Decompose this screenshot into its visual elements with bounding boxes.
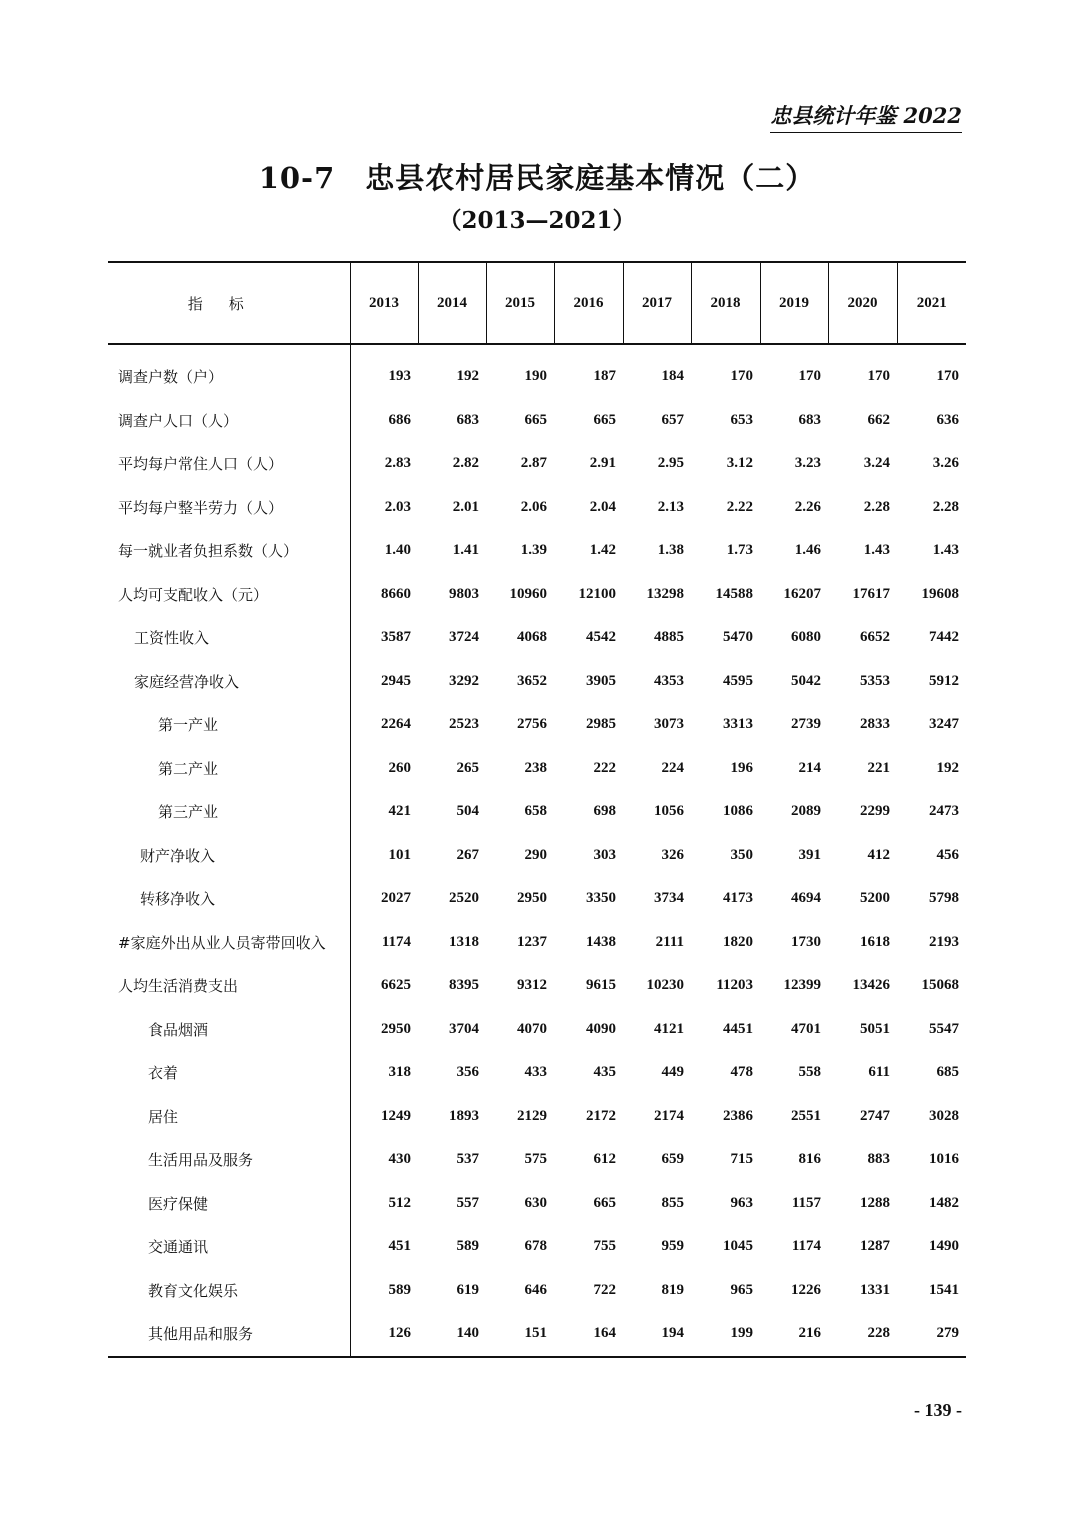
table-row	[108, 1051, 966, 1095]
cell-value: 2.82	[452, 455, 479, 472]
cell-value: 2747	[860, 1107, 890, 1124]
cell-value: 2.13	[657, 498, 684, 515]
cell-value: 715	[730, 1151, 753, 1168]
row-label: 人均生活消费支出	[108, 964, 350, 1008]
cell-value: 4694	[791, 890, 821, 907]
cell-value: 2.87	[520, 455, 547, 472]
cell-value: 456	[936, 846, 959, 863]
cell-value: 685	[936, 1064, 959, 1081]
cell-value: 1.40	[384, 542, 411, 559]
header-row	[108, 262, 966, 344]
cell-value: 1287	[860, 1238, 890, 1255]
cell-value: 4595	[723, 672, 753, 689]
cell-value: 1438	[586, 933, 616, 950]
cell-value: 1.43	[863, 542, 890, 559]
cell-value: 2833	[860, 716, 890, 733]
cell-value: 221	[867, 759, 890, 776]
cell-value: 963	[730, 1194, 753, 1211]
cell-value: 194	[623, 1312, 691, 1357]
cell-value: 190	[524, 368, 547, 385]
cell-value: 2.26	[794, 498, 821, 515]
cell-value: 3313	[723, 716, 753, 733]
cell-value: 184	[661, 368, 684, 385]
cell-value: 9312	[517, 977, 547, 994]
cell-value: 435	[593, 1064, 616, 1081]
cell-value: 356	[456, 1064, 479, 1081]
cell-value: 5353	[860, 672, 890, 689]
cell-value: 170	[867, 368, 890, 385]
statistics-table	[108, 261, 966, 1358]
cell-value: 2551	[791, 1107, 821, 1124]
cell-value: 5470	[723, 629, 753, 646]
cell-value: 430	[388, 1151, 411, 1168]
cell-value: 611	[868, 1064, 890, 1081]
cell-value: 238	[524, 759, 547, 776]
cell-value: 2520	[449, 890, 479, 907]
cell-value: 722	[593, 1281, 616, 1298]
row-label: 平均每户整半劳力（人）	[108, 486, 350, 530]
table-row	[108, 703, 966, 747]
cell-value: 4451	[723, 1020, 753, 1037]
cell-value: 3247	[929, 716, 959, 733]
row-label: 教育文化娱乐	[108, 1269, 350, 1313]
row-label: 食品烟酒	[108, 1008, 350, 1052]
cell-value: 1086	[723, 803, 753, 820]
cell-value: 6625	[381, 977, 411, 994]
row-label: 财产净收入	[108, 834, 350, 878]
cell-value: 151	[486, 1312, 554, 1357]
row-label: 医疗保健	[108, 1182, 350, 1226]
cell-value: 196	[730, 759, 753, 776]
cell-value: 683	[798, 411, 821, 428]
cell-value: 6080	[791, 629, 821, 646]
cell-value: 2.22	[726, 498, 753, 515]
cell-value: 1541	[929, 1281, 959, 1298]
cell-value: 170	[730, 368, 753, 385]
cell-value: 755	[593, 1238, 616, 1255]
cell-value: 630	[524, 1194, 547, 1211]
cell-value: 14588	[715, 585, 753, 602]
cell-value: 326	[661, 846, 684, 863]
cell-value: 1618	[860, 933, 890, 950]
cell-value: 558	[798, 1064, 821, 1081]
table-row	[108, 1095, 966, 1139]
cell-value: 4353	[654, 672, 684, 689]
table-row	[108, 1312, 966, 1357]
table-row	[108, 1269, 966, 1313]
cell-value: 4068	[517, 629, 547, 646]
cell-value: 228	[828, 1312, 897, 1357]
cell-value: 1331	[860, 1281, 890, 1298]
year-header: 2021	[897, 262, 966, 344]
cell-value: 2739	[791, 716, 821, 733]
cell-value: 3905	[586, 672, 616, 689]
cell-value: 4173	[723, 890, 753, 907]
table-row	[108, 1008, 966, 1052]
year-header: 2014	[418, 262, 486, 344]
row-label: 第一产业	[108, 703, 350, 747]
cell-value: 1730	[791, 933, 821, 950]
cell-value: 2.04	[589, 498, 616, 515]
cell-value: 5912	[929, 672, 959, 689]
cell-value: 2129	[517, 1107, 547, 1124]
cell-value: 421	[388, 803, 411, 820]
row-label: 调查户数（户）	[108, 344, 350, 399]
cell-value: 449	[661, 1064, 684, 1081]
cell-value: 222	[593, 759, 616, 776]
cell-value: 2.83	[384, 455, 411, 472]
cell-value: 855	[661, 1194, 684, 1211]
row-label: 工资性收入	[108, 616, 350, 660]
table-subtitle: （2013—2021）	[438, 207, 636, 234]
cell-value: 3073	[654, 716, 684, 733]
cell-value: 260	[388, 759, 411, 776]
cell-value: 12100	[578, 585, 616, 602]
cell-value: 4090	[586, 1020, 616, 1037]
cell-value: 3.26	[932, 455, 959, 472]
table-body	[108, 344, 966, 1357]
cell-value: 4121	[654, 1020, 684, 1037]
cell-value: 126	[350, 1312, 418, 1357]
cell-value: 290	[524, 846, 547, 863]
cell-value: 3350	[586, 890, 616, 907]
cell-value: 653	[730, 411, 753, 428]
cell-value: 433	[524, 1064, 547, 1081]
cell-value: 1016	[929, 1151, 959, 1168]
cell-value: 3292	[449, 672, 479, 689]
cell-value: 279	[897, 1312, 966, 1357]
table-title: 10-7 忠县农村居民家庭基本情况（二）	[258, 161, 816, 195]
cell-value: 2193	[929, 933, 959, 950]
cell-value: 3.24	[863, 455, 890, 472]
cell-value: 1157	[791, 1194, 821, 1211]
cell-value: 678	[524, 1238, 547, 1255]
cell-value: 16207	[783, 585, 821, 602]
cell-value: 267	[456, 846, 479, 863]
cell-value: 1893	[449, 1107, 479, 1124]
table-row	[108, 442, 966, 486]
row-label: 居住	[108, 1095, 350, 1139]
cell-value: 3724	[449, 629, 479, 646]
row-label: 调查户人口（人）	[108, 399, 350, 443]
cell-value: 4701	[791, 1020, 821, 1037]
cell-value: 193	[388, 368, 411, 385]
cell-value: 2386	[723, 1107, 753, 1124]
cell-value: 2950	[381, 1020, 411, 1037]
year-header: 2020	[828, 262, 897, 344]
cell-value: 478	[730, 1064, 753, 1081]
cell-value: 1.38	[657, 542, 684, 559]
table-row	[108, 747, 966, 791]
cell-value: 5547	[929, 1020, 959, 1037]
cell-value: 265	[456, 759, 479, 776]
cell-value: 2111	[655, 933, 684, 950]
cell-value: 2950	[517, 890, 547, 907]
cell-value: 959	[661, 1238, 684, 1255]
row-label: 衣着	[108, 1051, 350, 1095]
cell-value: 3028	[929, 1107, 959, 1124]
cell-value: 4885	[654, 629, 684, 646]
cell-value: 1174	[381, 933, 411, 950]
cell-value: 1.46	[794, 542, 821, 559]
cell-value: 2174	[654, 1107, 684, 1124]
cell-value: 1056	[654, 803, 684, 820]
cell-value: 2985	[586, 716, 616, 733]
table-row	[108, 834, 966, 878]
cell-value: 2264	[381, 716, 411, 733]
cell-value: 451	[388, 1238, 411, 1255]
cell-value: 4542	[586, 629, 616, 646]
table-row	[108, 529, 966, 573]
cell-value: 512	[388, 1194, 411, 1211]
cell-value: 140	[418, 1312, 486, 1357]
cell-value: 216	[760, 1312, 828, 1357]
cell-value: 557	[456, 1194, 479, 1211]
cell-value: 665	[593, 411, 616, 428]
cell-value: 1482	[929, 1194, 959, 1211]
cell-value: 214	[798, 759, 821, 776]
cell-value: 11203	[716, 977, 753, 994]
cell-value: 1.39	[520, 542, 547, 559]
row-label: 第三产业	[108, 790, 350, 834]
cell-value: 2.28	[863, 498, 890, 515]
cell-value: 2299	[860, 803, 890, 820]
cell-value: 3734	[654, 890, 684, 907]
cell-value: 1.43	[932, 542, 959, 559]
cell-value: 883	[867, 1151, 890, 1168]
year-header: 2017	[623, 262, 691, 344]
cell-value: 15068	[921, 977, 959, 994]
cell-value: 3652	[517, 672, 547, 689]
table-row	[108, 616, 966, 660]
cell-value: 9803	[449, 585, 479, 602]
cell-value: 2.06	[520, 498, 547, 515]
cell-value: 2473	[929, 803, 959, 820]
cell-value: 657	[661, 411, 684, 428]
table-row	[108, 344, 966, 399]
cell-value: 612	[593, 1151, 616, 1168]
cell-value: 10230	[646, 977, 684, 994]
row-label: 人均可支配收入（元）	[108, 573, 350, 617]
cell-value: 683	[456, 411, 479, 428]
cell-value: 187	[593, 368, 616, 385]
row-label: 平均每户常住人口（人）	[108, 442, 350, 486]
row-label: 交通通讯	[108, 1225, 350, 1269]
table-row	[108, 660, 966, 704]
cell-value: 2172	[586, 1107, 616, 1124]
cell-value: 199	[691, 1312, 760, 1357]
cell-value: 3.23	[794, 455, 821, 472]
cell-value: 5042	[791, 672, 821, 689]
year-header: 2013	[350, 262, 418, 344]
table-row	[108, 573, 966, 617]
cell-value: 5798	[929, 890, 959, 907]
cell-value: 1174	[791, 1238, 821, 1255]
cell-value: 2.91	[589, 455, 616, 472]
cell-value: 619	[456, 1281, 479, 1298]
cell-value: 1.73	[726, 542, 753, 559]
cell-value: 2756	[517, 716, 547, 733]
cell-value: 5200	[860, 890, 890, 907]
cell-value: 589	[456, 1238, 479, 1255]
row-label: 生活用品及服务	[108, 1138, 350, 1182]
table-row	[108, 399, 966, 443]
year-header: 2019	[760, 262, 828, 344]
year-header: 2016	[554, 262, 623, 344]
cell-value: 13426	[852, 977, 890, 994]
table-row	[108, 486, 966, 530]
cell-value: 10960	[509, 585, 547, 602]
cell-value: 537	[456, 1151, 479, 1168]
cell-value: 13298	[646, 585, 684, 602]
cell-value: 2089	[791, 803, 821, 820]
table-row	[108, 1182, 966, 1226]
cell-value: 2027	[381, 890, 411, 907]
cell-value: 2.03	[384, 498, 411, 515]
cell-value: 1490	[929, 1238, 959, 1255]
cell-value: 164	[554, 1312, 623, 1357]
cell-value: 2.01	[452, 498, 479, 515]
indicator-header: 指标	[108, 262, 350, 344]
cell-value: 646	[524, 1281, 547, 1298]
cell-value: 1.42	[589, 542, 616, 559]
cell-value: 19608	[921, 585, 959, 602]
year-header: 2015	[486, 262, 554, 344]
cell-value: 1.41	[452, 542, 479, 559]
cell-value: 6652	[860, 629, 890, 646]
cell-value: 698	[593, 803, 616, 820]
table-row	[108, 1138, 966, 1182]
cell-value: 504	[456, 803, 479, 820]
cell-value: 665	[593, 1194, 616, 1211]
cell-value: 1288	[860, 1194, 890, 1211]
cell-value: 3587	[381, 629, 411, 646]
cell-value: 318	[388, 1064, 411, 1081]
cell-value: 101	[388, 846, 411, 863]
cell-value: 1820	[723, 933, 753, 950]
cell-value: 17617	[852, 585, 890, 602]
cell-value: 2945	[381, 672, 411, 689]
cell-value: 192	[456, 368, 479, 385]
row-label: 第二产业	[108, 747, 350, 791]
row-label: 家庭经营净收入	[108, 660, 350, 704]
cell-value: 170	[798, 368, 821, 385]
cell-value: 3704	[449, 1020, 479, 1037]
table-row	[108, 877, 966, 921]
cell-value: 224	[661, 759, 684, 776]
table-row	[108, 921, 966, 965]
running-head: 忠县统计年鉴 2022	[770, 100, 962, 133]
cell-value: 2.28	[932, 498, 959, 515]
row-label: 每一就业者负担系数（人）	[108, 529, 350, 573]
cell-value: 575	[524, 1151, 547, 1168]
cell-value: 12399	[783, 977, 821, 994]
cell-value: 303	[593, 846, 616, 863]
page-number: - 139 -	[914, 1400, 962, 1420]
cell-value: 658	[524, 803, 547, 820]
row-label: 其他用品和服务	[108, 1312, 350, 1357]
cell-value: 170	[936, 368, 959, 385]
cell-value: 3.12	[726, 455, 753, 472]
cell-value: 636	[936, 411, 959, 428]
cell-value: 7442	[929, 629, 959, 646]
cell-value: 2523	[449, 716, 479, 733]
cell-value: 8660	[381, 585, 411, 602]
cell-value: 8395	[449, 977, 479, 994]
cell-value: 686	[388, 411, 411, 428]
cell-value: 1237	[517, 933, 547, 950]
table-row	[108, 790, 966, 834]
cell-value: 9615	[586, 977, 616, 994]
table-row	[108, 1225, 966, 1269]
cell-value: 1226	[791, 1281, 821, 1298]
row-label: #家庭外出从业人员寄带回收入	[108, 921, 350, 965]
cell-value: 662	[867, 411, 890, 428]
cell-value: 665	[524, 411, 547, 428]
cell-value: 965	[730, 1281, 753, 1298]
table-row	[108, 964, 966, 1008]
cell-value: 1045	[723, 1238, 753, 1255]
row-label: 转移净收入	[108, 877, 350, 921]
year-header: 2018	[691, 262, 760, 344]
cell-value: 391	[798, 846, 821, 863]
cell-value: 192	[936, 759, 959, 776]
cell-value: 589	[388, 1281, 411, 1298]
cell-value: 412	[867, 846, 890, 863]
cell-value: 659	[661, 1151, 684, 1168]
cell-value: 2.95	[657, 455, 684, 472]
cell-value: 4070	[517, 1020, 547, 1037]
cell-value: 1249	[381, 1107, 411, 1124]
cell-value: 819	[661, 1281, 684, 1298]
cell-value: 816	[798, 1151, 821, 1168]
cell-value: 5051	[860, 1020, 890, 1037]
cell-value: 1318	[449, 933, 479, 950]
cell-value: 350	[730, 846, 753, 863]
